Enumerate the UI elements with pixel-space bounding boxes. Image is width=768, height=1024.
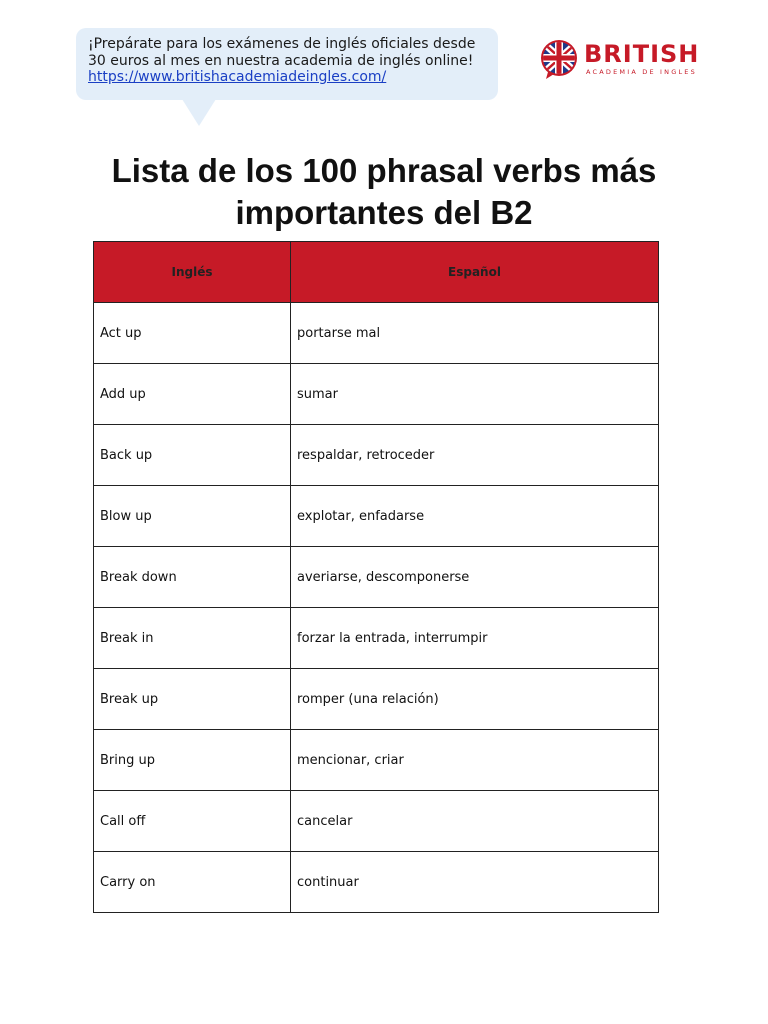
- title-line-1: Lista de los 100 phrasal verbs más: [111, 152, 657, 189]
- table-row: [94, 364, 659, 425]
- cell-spanish: continuar: [291, 852, 659, 913]
- title-line-2: importantes del B2: [235, 194, 533, 231]
- table-header-row: [94, 242, 659, 303]
- logo-subtitle: ACADEMIA DE INGLES: [586, 68, 697, 76]
- promo-line-1: ¡Prepárate para los exámenes de inglés oficiales desde: [88, 36, 476, 52]
- promo-link[interactable]: https://www.britishacademiadeingles.com/: [88, 69, 387, 85]
- table-row: [94, 791, 659, 852]
- table-row: [94, 852, 659, 913]
- cell-spanish: averiarse, descomponerse: [291, 547, 659, 608]
- cell-spanish: romper (una relación): [291, 669, 659, 730]
- table-row: [94, 425, 659, 486]
- cell-spanish: sumar: [291, 364, 659, 425]
- cell-spanish: forzar la entrada, interrumpir: [291, 608, 659, 669]
- cell-english: Carry on: [94, 852, 291, 913]
- promo-banner: [76, 28, 498, 100]
- table-row: [94, 486, 659, 547]
- header-espanol: Español: [291, 242, 659, 303]
- table-row: [94, 547, 659, 608]
- cell-english: Call off: [94, 791, 291, 852]
- table-row: [94, 608, 659, 669]
- cell-spanish: cancelar: [291, 791, 659, 852]
- cell-english: Act up: [94, 303, 291, 364]
- cell-english: Add up: [94, 364, 291, 425]
- cell-spanish: explotar, enfadarse: [291, 486, 659, 547]
- promo-bubble-tail: [182, 99, 216, 126]
- promo-line-2: 30 euros al mes en nuestra academia de inglés online!: [88, 52, 474, 69]
- cell-spanish: mencionar, criar: [291, 730, 659, 791]
- cell-english: Bring up: [94, 730, 291, 791]
- cell-english: Blow up: [94, 486, 291, 547]
- uk-flag-speech-bubble-icon: [540, 40, 580, 80]
- table-row: [94, 730, 659, 791]
- cell-english: Break down: [94, 547, 291, 608]
- cell-english: Back up: [94, 425, 291, 486]
- table-row: [94, 303, 659, 364]
- cell-spanish: portarse mal: [291, 303, 659, 364]
- cell-english: Break up: [94, 669, 291, 730]
- header-ingles: Inglés: [94, 242, 291, 303]
- page-title: [84, 150, 684, 234]
- cell-spanish: respaldar, retroceder: [291, 425, 659, 486]
- table-row: [94, 669, 659, 730]
- logo: [540, 40, 700, 80]
- logo-name: BRITISH: [584, 40, 700, 68]
- phrasal-verbs-table: [93, 241, 659, 913]
- cell-english: Break in: [94, 608, 291, 669]
